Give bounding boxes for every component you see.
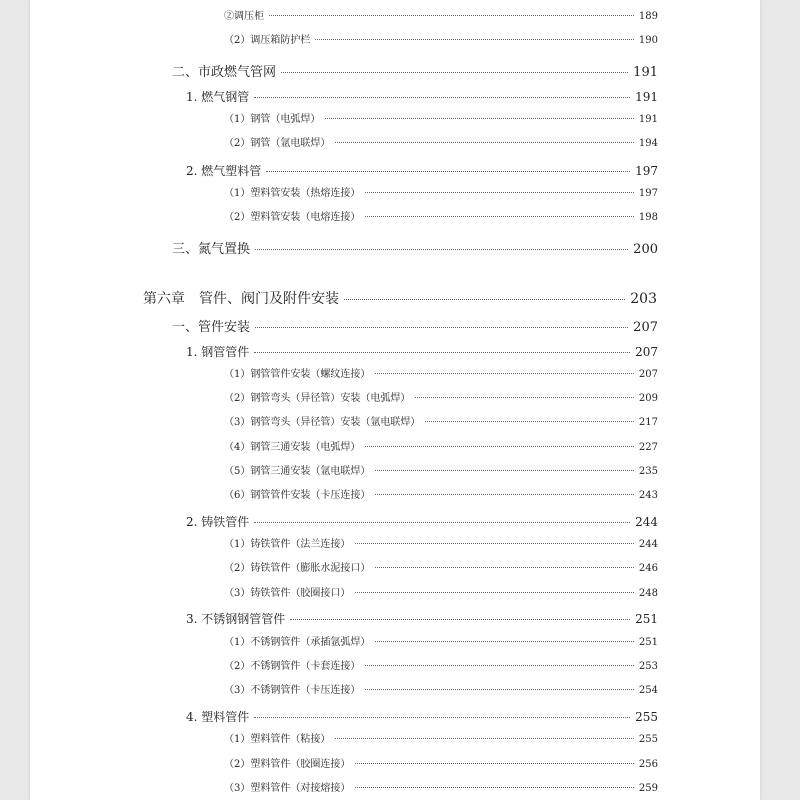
dot-leader xyxy=(375,373,634,374)
page-number: 207 xyxy=(633,320,658,335)
page-number: 246 xyxy=(638,563,658,574)
toc-entry-title: （2）塑料管安装（电熔连接） xyxy=(224,212,361,223)
toc-entry-title: （6）钢管管件安装（卡压连接） xyxy=(224,490,371,501)
dot-leader xyxy=(355,787,634,788)
dot-leader xyxy=(355,763,634,764)
toc-entry-title: 2. 铸铁管件 xyxy=(186,515,250,529)
dot-leader xyxy=(255,249,628,250)
toc-entry xyxy=(224,213,658,223)
toc-entry xyxy=(224,589,658,599)
page-number: 191 xyxy=(638,114,658,125)
toc-entry xyxy=(224,467,658,477)
toc-entry xyxy=(186,613,658,625)
toc-entry xyxy=(186,346,658,358)
dot-leader xyxy=(365,665,634,666)
page-number: 254 xyxy=(638,685,658,696)
toc-entry-title: （1）不锈钢管件（承插氩弧焊） xyxy=(224,637,371,648)
document-page xyxy=(30,0,760,800)
toc-entry xyxy=(224,418,658,428)
toc-entry-title: （1）钢管（电弧焊） xyxy=(224,114,321,125)
dot-leader xyxy=(315,39,634,40)
toc-entry xyxy=(224,638,658,648)
toc-entry-title: （2）钢管弯头（异径管）安装（电弧焊） xyxy=(224,393,411,404)
toc-entry xyxy=(224,564,658,574)
toc-entry xyxy=(224,139,658,149)
toc-entry xyxy=(172,243,658,256)
table-of-contents xyxy=(30,0,760,800)
toc-entry-title: （2）铸铁管件（膨胀水泥接口） xyxy=(224,563,371,574)
toc-entry-title: 三、氮气置换 xyxy=(172,242,251,257)
toc-entry-title xyxy=(143,292,339,306)
page-number: 200 xyxy=(633,242,658,257)
toc-entry xyxy=(186,165,658,177)
chapter-number: 第六章 xyxy=(143,291,185,307)
page-number: 217 xyxy=(638,417,658,428)
dot-leader xyxy=(355,543,634,544)
toc-entry-title: 一、管件安装 xyxy=(172,320,251,335)
dot-leader xyxy=(415,397,634,398)
page-number: 191 xyxy=(633,65,658,80)
page-number: 251 xyxy=(635,612,658,626)
toc-entry xyxy=(224,12,658,22)
toc-entry xyxy=(224,443,658,453)
dot-leader xyxy=(325,118,634,119)
toc-entry-title: （4）钢管三通安装（电弧焊） xyxy=(224,442,361,453)
page-number: 259 xyxy=(638,783,658,794)
toc-entry-title: （1）钢管管件安装（螺纹连接） xyxy=(224,369,371,380)
toc-entry xyxy=(224,394,658,404)
page-number: 198 xyxy=(638,212,658,223)
dot-leader xyxy=(365,216,634,217)
toc-entry xyxy=(224,686,658,696)
dot-leader xyxy=(281,72,628,73)
toc-entry-title: （3）塑料管件（对接熔接） xyxy=(224,783,351,794)
toc-entry xyxy=(224,540,658,550)
page-number: 243 xyxy=(638,490,658,501)
toc-entry-title: （2）调压箱防护栏 xyxy=(224,35,311,46)
toc-entry xyxy=(172,321,658,334)
dot-leader xyxy=(375,494,634,495)
page-number: 189 xyxy=(638,11,658,22)
page-number: 235 xyxy=(638,466,658,477)
toc-entry-title: （2）塑料管件（胶圈连接） xyxy=(224,759,351,770)
page-number: 248 xyxy=(638,588,658,599)
page-number: 197 xyxy=(635,164,658,178)
page-number: 197 xyxy=(638,188,658,199)
dot-leader xyxy=(375,567,634,568)
page-number: 207 xyxy=(638,369,658,380)
toc-entry-title: （1）铸铁管件（法兰连接） xyxy=(224,539,351,550)
toc-entry-title: 2. 燃气塑料管 xyxy=(186,164,262,178)
dot-leader xyxy=(254,717,630,718)
page-number: 194 xyxy=(638,138,658,149)
toc-entry xyxy=(186,711,658,723)
dot-leader xyxy=(266,171,630,172)
toc-entry xyxy=(224,760,658,770)
toc-entry xyxy=(224,189,658,199)
page-number: 191 xyxy=(635,90,658,104)
toc-entry xyxy=(186,91,658,103)
toc-entry-title: （3）不锈钢管件（卡压连接） xyxy=(224,685,361,696)
toc-entry xyxy=(143,292,657,306)
page-number: 244 xyxy=(635,515,658,529)
dot-leader xyxy=(269,15,634,16)
toc-entry-title: （3）铸铁管件（胶圈接口） xyxy=(224,588,351,599)
toc-entry-title: 3. 不锈钢钢管管件 xyxy=(186,612,286,626)
toc-entry-title: （2）钢管（氩电联焊） xyxy=(224,138,331,149)
toc-entry xyxy=(224,784,658,794)
dot-leader xyxy=(365,192,634,193)
page-number: 203 xyxy=(630,291,657,307)
toc-entry-title: （5）钢管三通安装（氩电联焊） xyxy=(224,466,371,477)
page-number: 227 xyxy=(638,442,658,453)
toc-entry-title: （3）钢管弯头（异径管）安装（氩电联焊） xyxy=(224,417,421,428)
page-number: 251 xyxy=(638,637,658,648)
page-number: 207 xyxy=(635,345,658,359)
dot-leader xyxy=(255,327,628,328)
toc-entry xyxy=(224,491,658,501)
toc-entry-title: 二、市政燃气管网 xyxy=(172,65,277,80)
toc-entry-title: 1. 钢管管件 xyxy=(186,345,250,359)
toc-entry-title: ②调压柜 xyxy=(224,11,264,22)
toc-entry-title: 4. 塑料管件 xyxy=(186,710,250,724)
toc-entry xyxy=(186,516,658,528)
dot-leader xyxy=(425,421,634,422)
dot-leader xyxy=(375,470,634,471)
toc-entry xyxy=(224,370,658,380)
toc-entry-title: 1. 燃气钢管 xyxy=(186,90,250,104)
dot-leader xyxy=(335,738,634,739)
chapter-title: 管件、阀门及附件安装 xyxy=(199,291,339,307)
toc-entry-title: （1）塑料管安装（热熔连接） xyxy=(224,188,361,199)
dot-leader xyxy=(254,352,630,353)
page-number: 256 xyxy=(638,759,658,770)
page-number: 255 xyxy=(638,734,658,745)
dot-leader xyxy=(254,97,630,98)
dot-leader xyxy=(365,689,634,690)
page-number: 255 xyxy=(635,710,658,724)
page-number: 190 xyxy=(638,35,658,46)
dot-leader xyxy=(335,142,634,143)
toc-entry xyxy=(224,735,658,745)
toc-entry xyxy=(224,115,658,125)
page-number: 209 xyxy=(638,393,658,404)
dot-leader xyxy=(290,619,630,620)
page-number: 253 xyxy=(638,661,658,672)
dot-leader xyxy=(355,592,634,593)
toc-entry xyxy=(224,36,658,46)
dot-leader xyxy=(375,641,634,642)
toc-entry-title: （1）塑料管件（粘接） xyxy=(224,734,331,745)
dot-leader xyxy=(365,446,634,447)
dot-leader xyxy=(344,299,625,300)
toc-entry-title: （2）不锈钢管件（卡套连接） xyxy=(224,661,361,672)
toc-entry xyxy=(172,66,658,79)
dot-leader xyxy=(254,522,630,523)
page-number: 244 xyxy=(638,539,658,550)
toc-entry xyxy=(224,662,658,672)
